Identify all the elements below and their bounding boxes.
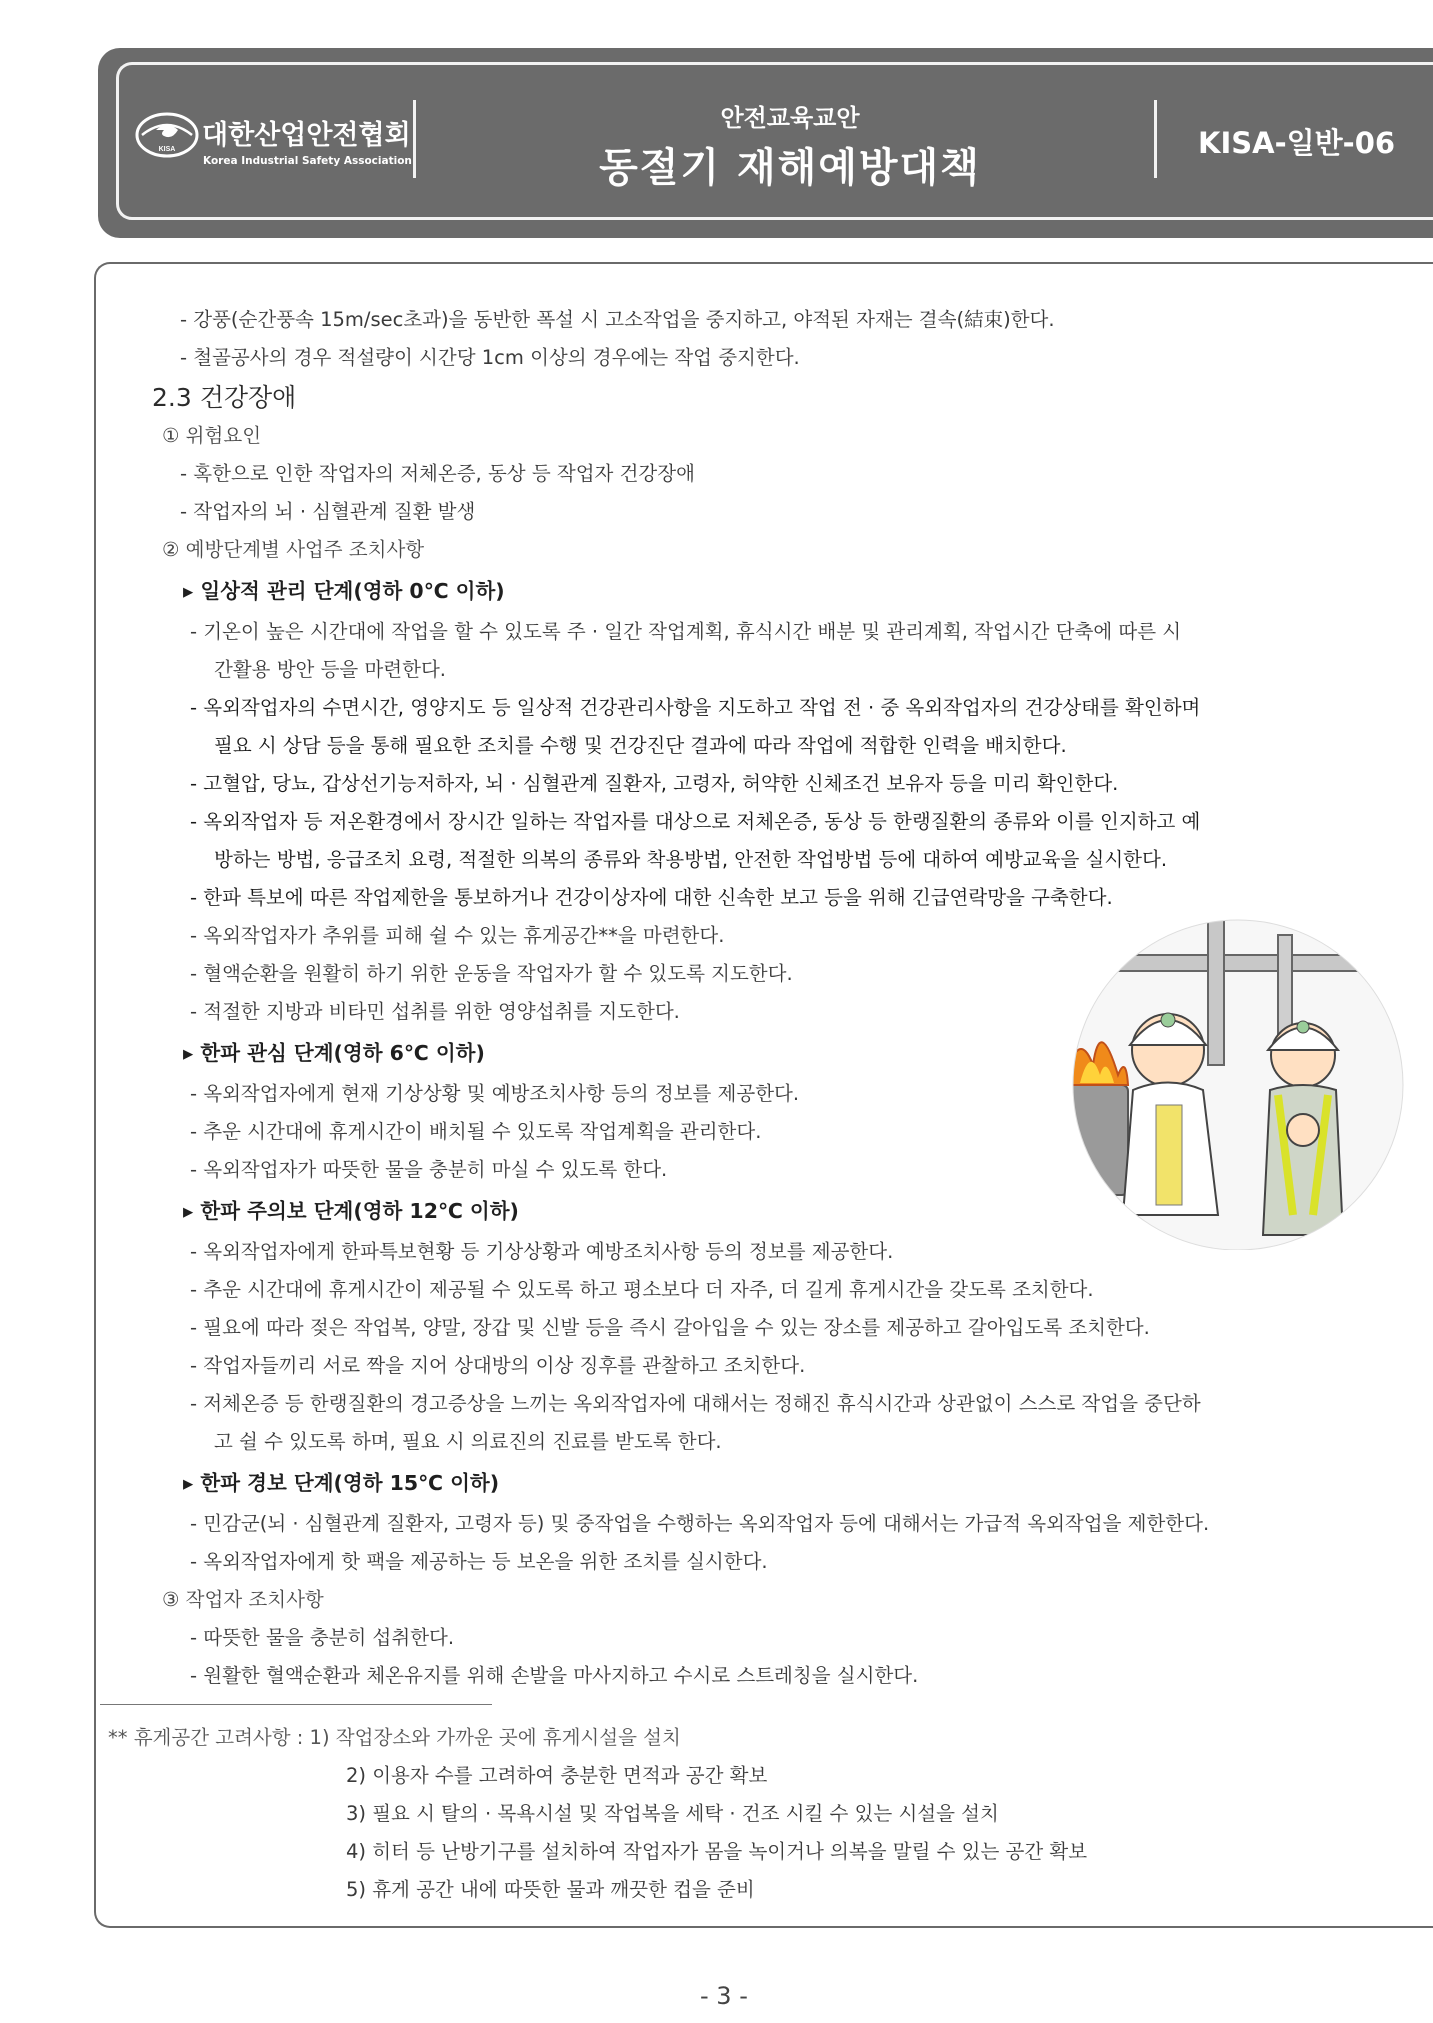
list-item: - 옥외작업자의 수면시간, 영양지도 등 일상적 건강관리사항을 지도하고 작업 전 · 중 옥외작업자의 건강상태를 확인하며: [190, 696, 1201, 719]
org-name-en: Korea Industrial Safety Association: [203, 155, 412, 167]
stage-title: ▸ 일상적 관리 단계(영하 0℃ 이하): [183, 579, 505, 603]
list-item: - 원활한 혈액순환과 체온유지를 위해 손발을 마사지하고 수시로 스트레칭을 실시한다.: [190, 1664, 919, 1687]
list-item: - 옥외작업자에게 핫 팩을 제공하는 등 보온을 위한 조치를 실시한다.: [190, 1550, 768, 1573]
header-divider: [413, 100, 416, 178]
section-title: 2.3 건강장애: [152, 383, 297, 412]
list-item: - 옥외작업자에게 한파특보현황 등 기상상황과 예방조치사항 등의 정보를 제공한다.: [190, 1240, 894, 1263]
list-item: - 혹한으로 인한 작업자의 저체온증, 동상 등 작업자 건강장애: [180, 462, 695, 485]
list-item: - 민감군(뇌 · 심혈관계 질환자, 고령자 등) 및 중작업을 수행하는 옥외작업자 등에 대해서는 가급적 옥외작업을 제한한다.: [190, 1512, 1210, 1535]
list-item: - 작업자의 뇌 · 심혈관계 질환 발생: [180, 500, 476, 523]
kisa-logo: [134, 110, 200, 160]
list-item: - 추운 시간대에 휴게시간이 배치될 수 있도록 작업계획을 관리한다.: [190, 1120, 762, 1143]
cold-workers-illustration: [1038, 915, 1410, 1250]
list-item: - 옥외작업자 등 저온환경에서 장시간 일하는 작업자를 대상으로 저체온증, 동상 등 한랭질환의 종류와 이를 인지하고 예: [190, 810, 1201, 833]
subsection-title: ② 예방단계별 사업주 조치사항: [162, 538, 425, 561]
doc-code: KISA-일반-06: [1198, 126, 1396, 160]
footnote-item: 4) 히터 등 난방기구를 설치하여 작업자가 몸을 녹이거나 의복을 말릴 수 있는 공간 확보: [346, 1840, 1088, 1863]
footnote-divider: [100, 1704, 492, 1705]
list-item: - 옥외작업자가 추위를 피해 쉴 수 있는 휴게공간**을 마련한다.: [190, 924, 725, 947]
list-item: - 따뜻한 물을 충분히 섭취한다.: [190, 1626, 455, 1649]
doc-kicker: 안전교육교안: [720, 104, 860, 132]
list-item: - 한파 특보에 따른 작업제한을 통보하거나 건강이상자에 대한 신속한 보고 등을 위해 긴급연락망을 구축한다.: [190, 886, 1113, 909]
list-item-cont: 고 쉴 수 있도록 하며, 필요 시 의료진의 진료를 받도록 한다.: [214, 1430, 722, 1453]
list-item: - 철골공사의 경우 적설량이 시간당 1cm 이상의 경우에는 작업 중지한다.: [180, 346, 800, 369]
page-number: - 3 -: [700, 1982, 748, 2010]
list-item-cont: 방하는 방법, 응급조치 요령, 적절한 의복의 종류와 착용방법, 안전한 작업방법 등에 대하여 예방교육을 실시한다.: [214, 848, 1168, 871]
list-item-cont: 필요 시 상담 등을 통해 필요한 조치를 수행 및 건강진단 결과에 따라 작업에 적합한 인력을 배치한다.: [214, 734, 1067, 757]
list-item: - 강풍(순간풍속 15m/sec초과)을 동반한 폭설 시 고소작업을 중지하고, 야적된 자재는 결속(結束)한다.: [180, 308, 1055, 331]
list-item: - 저체온증 등 한랭질환의 경고증상을 느끼는 옥외작업자에 대해서는 정해진 휴식시간과 상관없이 스스로 작업을 중단하: [190, 1392, 1201, 1415]
footnote-item: 5) 휴게 공간 내에 따뜻한 물과 깨끗한 컵을 준비: [346, 1878, 755, 1901]
subsection-title: ③ 작업자 조치사항: [162, 1588, 324, 1611]
footnote-item: 3) 필요 시 탈의 · 목욕시설 및 작업복을 세탁 · 건조 시킬 수 있는 시설을 설치: [346, 1802, 999, 1825]
list-item: - 필요에 따라 젖은 작업복, 양말, 장갑 및 신발 등을 즉시 갈아입을 수 있는 장소를 제공하고 갈아입도록 조치한다.: [190, 1316, 1150, 1339]
list-item: - 작업자들끼리 서로 짝을 지어 상대방의 이상 징후를 관찰하고 조치한다.: [190, 1354, 806, 1377]
footnote-item: 2) 이용자 수를 고려하여 충분한 면적과 공간 확보: [346, 1764, 768, 1787]
stage-title: ▸ 한파 관심 단계(영하 6℃ 이하): [183, 1041, 485, 1065]
logo-text: KISA: [158, 146, 176, 153]
stage-title: ▸ 한파 경보 단계(영하 15℃ 이하): [183, 1471, 500, 1495]
doc-title: 동절기 재해예방대책: [599, 145, 981, 191]
stage-title: ▸ 한파 주의보 단계(영하 12℃ 이하): [183, 1199, 519, 1223]
list-item: - 혈액순환을 원활히 하기 위한 운동을 작업자가 할 수 있도록 지도한다.: [190, 962, 793, 985]
footnote-lead: ** 휴게공간 고려사항 : 1) 작업장소와 가까운 곳에 휴게시설을 설치: [108, 1726, 681, 1749]
list-item-cont: 간활용 방안 등을 마련한다.: [214, 658, 447, 681]
list-item: - 추운 시간대에 휴게시간이 제공될 수 있도록 하고 평소보다 더 자주, 더 길게 휴게시간을 갖도록 조치한다.: [190, 1278, 1094, 1301]
list-item: - 고혈압, 당뇨, 갑상선기능저하자, 뇌 · 심혈관계 질환자, 고령자, 허약한 신체조건 보유자 등을 미리 확인한다.: [190, 772, 1119, 795]
list-item: - 적절한 지방과 비타민 섭취를 위한 영양섭취를 지도한다.: [190, 1000, 680, 1023]
list-item: - 옥외작업자에게 현재 기상상황 및 예방조치사항 등의 정보를 제공한다.: [190, 1082, 800, 1105]
list-item: - 기온이 높은 시간대에 작업을 할 수 있도록 주 · 일간 작업계획, 휴식시간 배분 및 관리계획, 작업시간 단축에 따른 시: [190, 620, 1182, 643]
list-item: - 옥외작업자가 따뜻한 물을 충분히 마실 수 있도록 한다.: [190, 1158, 668, 1181]
subsection-title: ① 위험요인: [162, 424, 262, 447]
header-divider: [1154, 100, 1157, 178]
org-name: 대한산업안전협회: [202, 120, 411, 151]
